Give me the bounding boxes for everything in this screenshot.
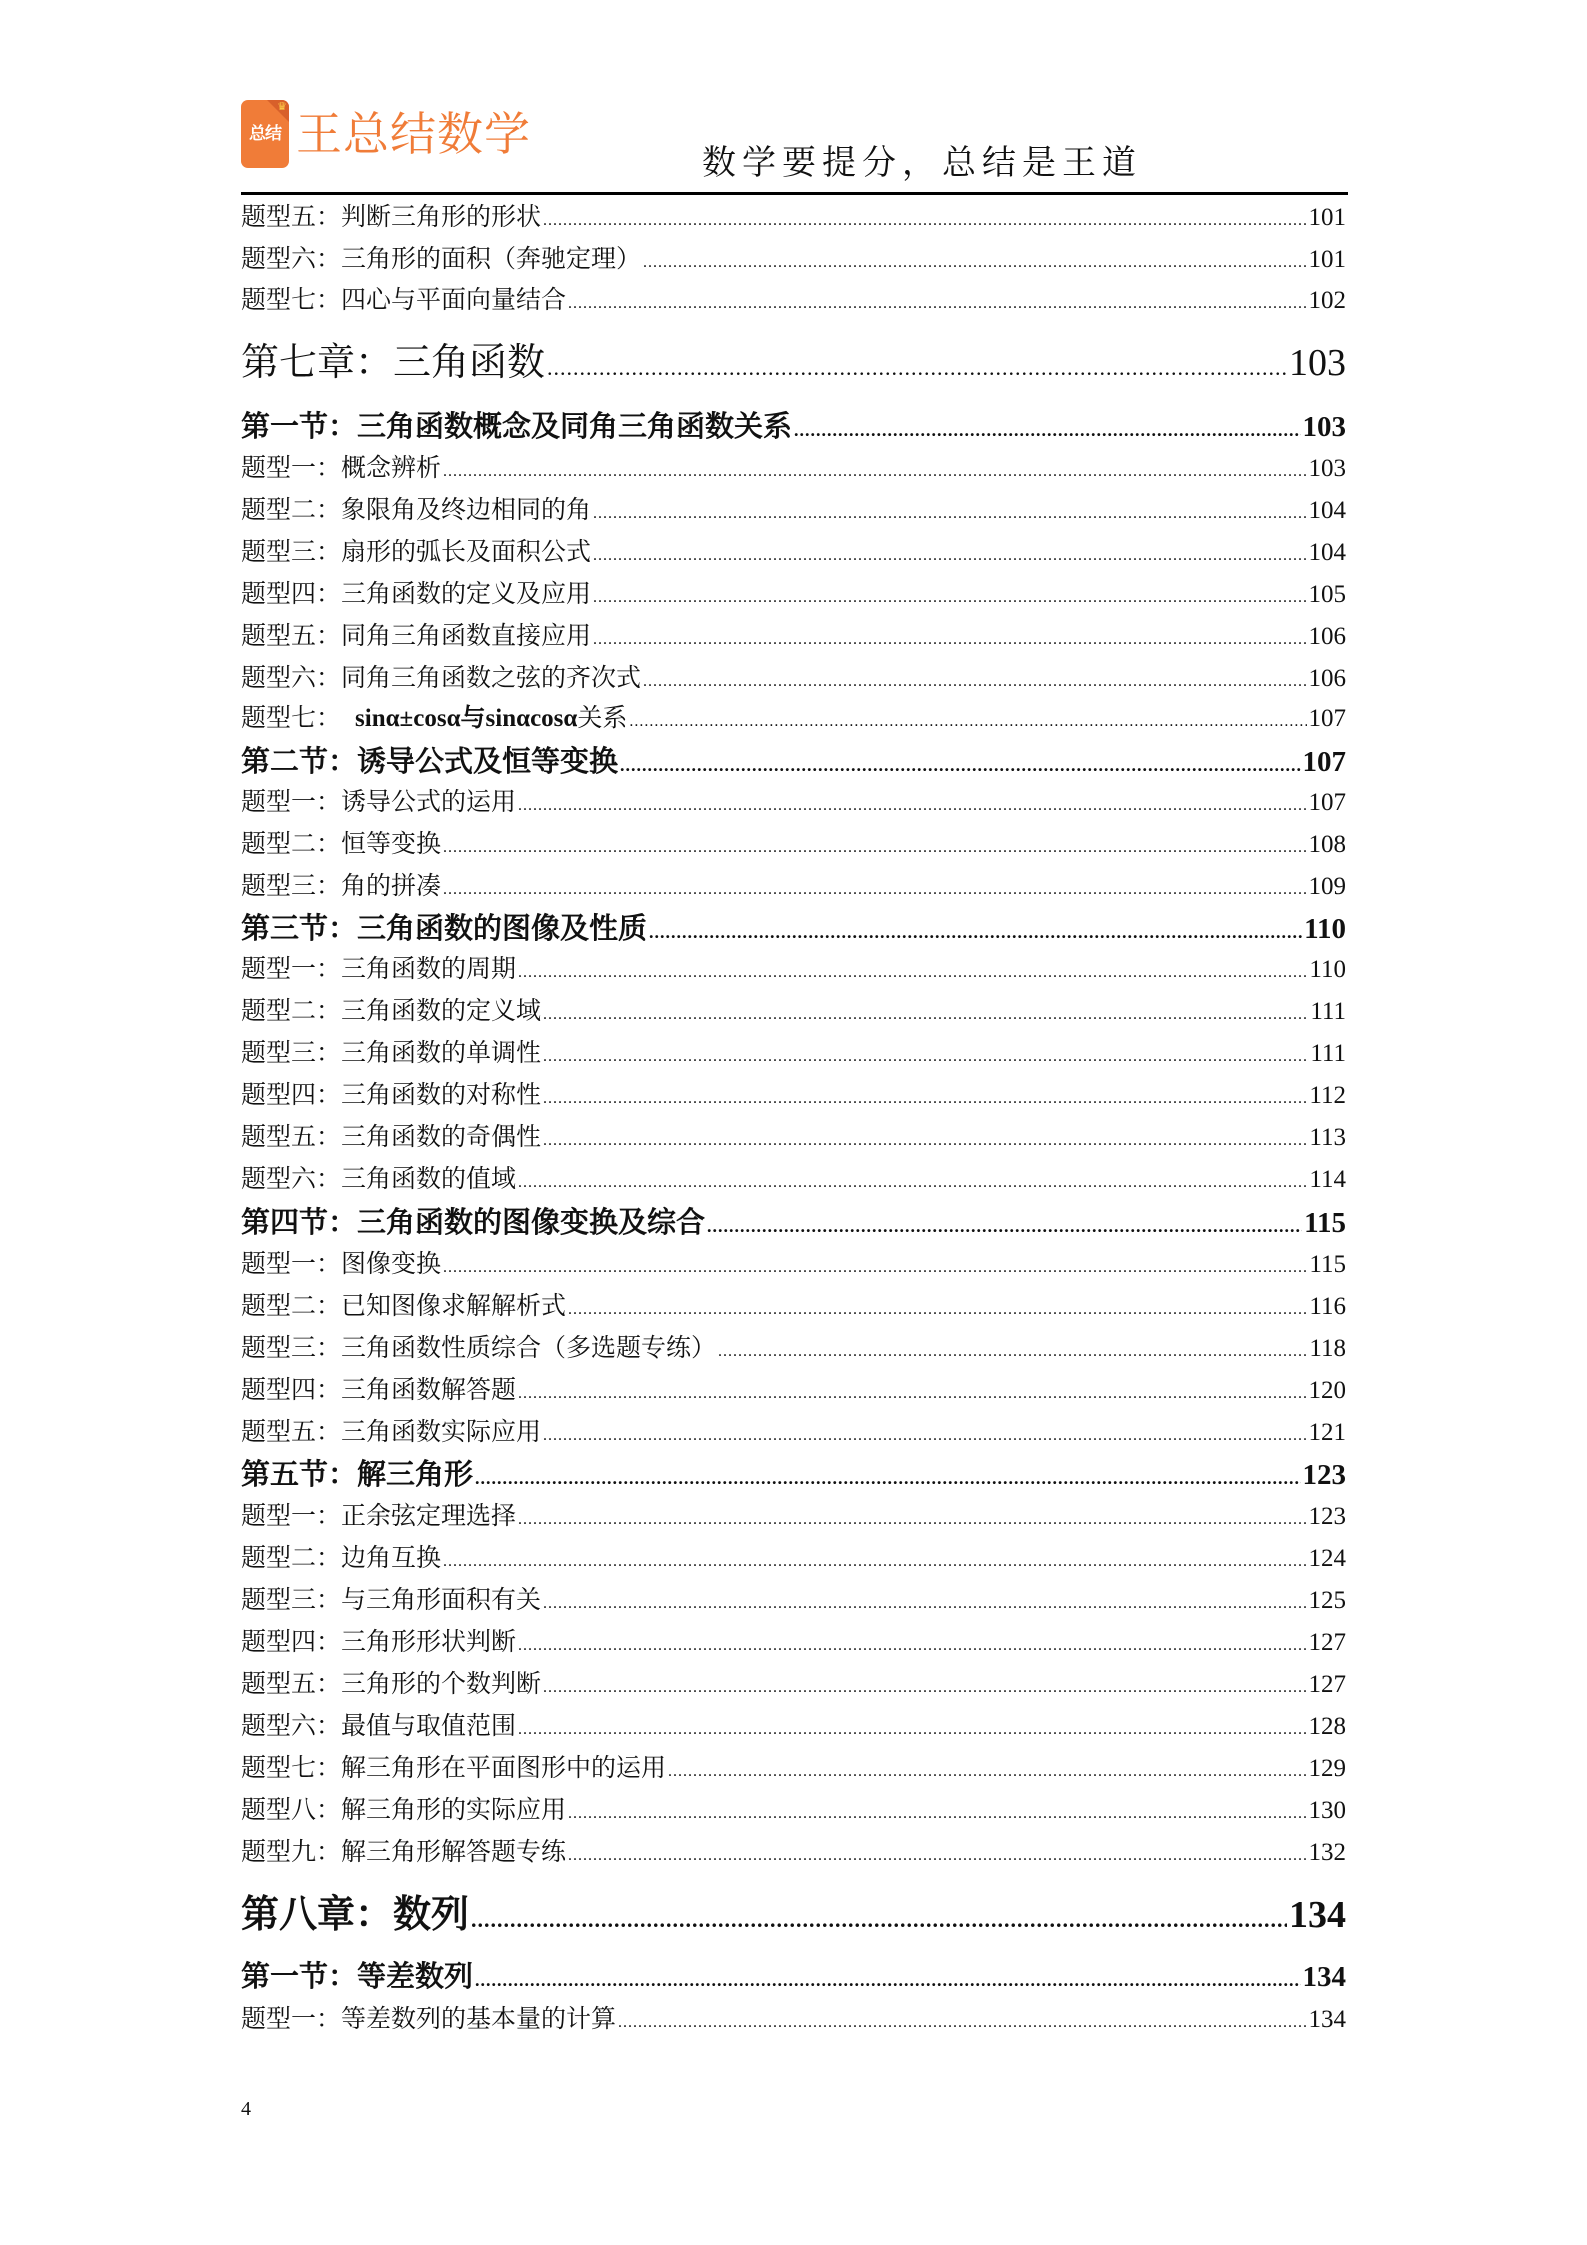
toc-page-number: 129 <box>1308 1755 1346 1782</box>
dot-leader <box>629 705 1306 739</box>
toc-page-number: 109 <box>1308 873 1346 900</box>
toc-section-entry[interactable] <box>241 1203 1346 1243</box>
toc-entry-label: 题型五：同角三角函数直接应用 <box>241 623 592 650</box>
toc-topic-entry[interactable] <box>241 1752 1346 1786</box>
toc-topic-entry[interactable] <box>241 1332 1346 1366</box>
dot-leader <box>475 1960 1300 2000</box>
toc-section-entry[interactable] <box>241 407 1346 447</box>
dot-leader <box>568 1293 1307 1327</box>
logo-badge <box>241 100 289 168</box>
dot-leader <box>718 1335 1307 1369</box>
toc-page-number: 107 <box>1308 705 1346 732</box>
toc-entry-title <box>241 1332 716 1366</box>
toc-entry-title <box>241 201 541 235</box>
dot-leader <box>593 623 1306 657</box>
toc-topic-entry[interactable] <box>241 1836 1346 1870</box>
toc-topic-entry[interactable] <box>241 1290 1346 1324</box>
toc-entry-title <box>241 1079 541 1113</box>
dot-leader <box>518 789 1306 823</box>
dot-leader <box>707 1206 1302 1246</box>
toc-page-number: 132 <box>1308 1839 1346 1866</box>
dot-leader <box>543 1040 1308 1074</box>
toc-section-entry[interactable] <box>241 1455 1346 1495</box>
toc-topic-entry[interactable] <box>241 1542 1346 1576</box>
toc-entry-title <box>241 909 647 949</box>
toc-entry-title <box>241 1455 473 1495</box>
toc-entry-title <box>241 1542 441 1576</box>
toc-page-number: 134 <box>1302 1961 1346 1993</box>
dot-leader <box>475 1458 1300 1498</box>
toc-topic-entry[interactable] <box>241 1416 1346 1450</box>
toc-page-number: 116 <box>1309 1293 1346 1320</box>
toc-topic-entry[interactable] <box>241 1121 1346 1155</box>
toc-page-number: 110 <box>1304 913 1346 945</box>
toc-page-number: 106 <box>1308 623 1346 650</box>
toc-entry-label: 第三节：三角函数的图像及性质 <box>241 913 648 945</box>
dot-leader <box>543 1419 1306 1453</box>
toc-entry-title <box>241 1248 441 1282</box>
toc-topic-entry[interactable] <box>241 702 1346 736</box>
toc-entry-title <box>241 828 441 862</box>
toc-section-entry[interactable] <box>241 742 1346 782</box>
dot-leader <box>643 246 1306 280</box>
toc-topic-entry[interactable] <box>241 452 1346 486</box>
toc-page-number: 124 <box>1308 1545 1346 1572</box>
toc-entry-label: 题型一：正余弦定理选择 <box>241 1503 517 1530</box>
toc-entry-label: 题型一：图像变换 <box>241 1251 442 1278</box>
toc-entry-label: 题型九：解三角形解答题专练 <box>241 1839 567 1866</box>
toc-entry-label: 题型五：三角形的个数判断 <box>241 1671 542 1698</box>
dot-leader <box>518 1503 1306 1537</box>
toc-topic-entry[interactable] <box>241 1163 1346 1197</box>
toc-page-number: 118 <box>1309 1335 1346 1362</box>
toc-entry-title <box>241 1374 516 1408</box>
toc-page-number: 103 <box>1302 411 1346 443</box>
toc-entry-title <box>241 2003 616 2037</box>
toc-page-number: 113 <box>1309 1124 1346 1151</box>
toc-entry-label: 题型五：三角函数的奇偶性 <box>241 1124 542 1151</box>
toc-page-number: 103 <box>1289 342 1346 384</box>
dot-leader <box>543 998 1308 1032</box>
toc-chapter-entry[interactable] <box>241 1890 1346 1940</box>
toc-entry-label: 题型七：解三角形在平面图形中的运用 <box>241 1755 667 1782</box>
brand-name: 王总结数学 <box>296 107 531 161</box>
toc-topic-entry[interactable] <box>241 536 1346 570</box>
toc-entry-title <box>241 1037 541 1071</box>
toc-topic-entry[interactable] <box>241 995 1346 1029</box>
toc-entry-label: 题型四：三角函数的对称性 <box>241 1082 542 1109</box>
toc-entry-title <box>241 742 618 782</box>
toc-topic-entry[interactable] <box>241 828 1346 862</box>
toc-entry-title <box>241 338 545 388</box>
toc-entry-label: 题型七： <box>241 705 342 732</box>
toc-entry-label: 第二节：诱导公式及恒等变换 <box>241 746 619 778</box>
dot-leader <box>543 1587 1306 1621</box>
toc-entry-label: 题型三：角的拼凑 <box>241 873 442 900</box>
toc-page-number: 120 <box>1308 1377 1346 1404</box>
toc-topic-entry[interactable] <box>241 1500 1346 1534</box>
dot-leader <box>649 912 1302 952</box>
toc-topic-entry[interactable] <box>241 620 1346 654</box>
toc-entry-label: 第四节：三角函数的图像变换及综合 <box>241 1207 706 1239</box>
dot-leader <box>518 956 1307 990</box>
toc-entry-label: 题型四：三角形形状判断 <box>241 1629 517 1656</box>
toc-entry-title <box>241 953 516 987</box>
toc-entry-title <box>241 1121 541 1155</box>
dot-leader <box>593 539 1306 573</box>
toc-page-number: 123 <box>1308 1503 1346 1530</box>
toc-page-number: 115 <box>1309 1251 1346 1278</box>
toc-entry-title <box>241 1957 473 1997</box>
toc-page-number: 111 <box>1310 998 1346 1025</box>
dot-leader <box>518 1377 1306 1411</box>
crown-icon: ♛ <box>277 101 287 113</box>
toc-entry-title <box>241 1290 566 1324</box>
toc-entry-title <box>241 1890 469 1940</box>
dot-leader <box>518 1629 1306 1663</box>
toc-topic-entry[interactable] <box>241 201 1346 235</box>
dot-leader <box>643 665 1306 699</box>
toc-topic-entry[interactable] <box>241 1794 1346 1828</box>
toc-page-number: 106 <box>1308 665 1346 692</box>
toc-entry-title <box>241 1752 666 1786</box>
toc-entry-label: 第一节：三角函数概念及同角三角函数关系 <box>241 411 793 443</box>
toc-entry-label: 题型五：三角函数实际应用 <box>241 1419 542 1446</box>
toc-entry-title <box>241 578 591 612</box>
toc-topic-entry[interactable] <box>241 1710 1346 1744</box>
toc-entry-label: 题型八：解三角形的实际应用 <box>241 1797 567 1824</box>
toc-entry-label: 题型二：恒等变换 <box>241 831 442 858</box>
toc-entry-title <box>241 702 627 736</box>
toc-entry-title <box>241 786 516 820</box>
toc-entry-title <box>241 870 441 904</box>
toc-page-number: 108 <box>1308 831 1346 858</box>
toc-page-number: 114 <box>1309 1166 1346 1193</box>
toc-page-number: 130 <box>1308 1797 1346 1824</box>
toc-page-number: 103 <box>1308 455 1346 482</box>
dot-leader <box>443 1545 1306 1579</box>
toc-page-number: 104 <box>1308 539 1346 566</box>
toc-entry-title <box>241 1626 516 1660</box>
toc-entry-title <box>241 284 566 318</box>
toc-topic-entry[interactable] <box>241 494 1346 528</box>
toc-page-number: 123 <box>1302 1459 1346 1491</box>
toc-entry-label: 第五节：解三角形 <box>241 1459 474 1491</box>
toc-page-number: 127 <box>1308 1629 1346 1656</box>
toc-topic-entry[interactable] <box>241 1668 1346 1702</box>
toc-entry-title <box>241 1836 566 1870</box>
dot-leader <box>568 1839 1306 1873</box>
toc-entry-label: 题型二：已知图像求解解析式 <box>241 1293 567 1320</box>
toc-page-number: 101 <box>1308 204 1346 231</box>
dot-leader <box>620 745 1300 785</box>
toc-topic-entry[interactable] <box>241 953 1346 987</box>
toc-topic-entry[interactable] <box>241 662 1346 696</box>
dot-leader <box>568 1797 1306 1831</box>
toc-entry-suffix: 关系 <box>577 705 628 732</box>
toc-entry-label: 第一节：等差数列 <box>241 1961 474 1993</box>
toc-page-number: 107 <box>1302 746 1346 778</box>
dot-leader <box>443 1251 1307 1285</box>
toc-entry-title <box>241 1163 516 1197</box>
toc-entry-label: 题型一：等差数列的基本量的计算 <box>241 2006 617 2033</box>
toc-page-number: 105 <box>1308 581 1346 608</box>
toc-entry-title <box>241 995 541 1029</box>
toc-entry-label: 题型七：四心与平面向量结合 <box>241 287 567 314</box>
toc-entry-title <box>241 1710 516 1744</box>
toc-page-number: 115 <box>1304 1207 1346 1239</box>
toc-entry-label: 题型六：三角函数的值域 <box>241 1166 517 1193</box>
toc-entry-title <box>241 1416 541 1450</box>
toc-entry-title <box>241 1500 516 1534</box>
toc-page-number: 125 <box>1308 1587 1346 1614</box>
dot-leader <box>543 1671 1306 1705</box>
dot-leader <box>593 497 1306 531</box>
toc-entry-title <box>241 1794 566 1828</box>
toc-entry-formula: sinα±cosα与sinαcosα <box>355 705 578 732</box>
toc-entry-title <box>241 407 792 447</box>
toc-page-number: 112 <box>1309 1082 1346 1109</box>
dot-leader <box>518 1166 1307 1200</box>
toc-page-number: 128 <box>1308 1713 1346 1740</box>
toc-page-number: 121 <box>1308 1419 1346 1446</box>
toc-entry-label: 第七章：三角函数 <box>241 342 546 384</box>
toc-entry-label: 题型六：同角三角函数之弦的齐次式 <box>241 665 642 692</box>
toc-entry-label: 题型六：三角形的面积（奔驰定理） <box>241 246 642 273</box>
page-number: 4 <box>241 2098 251 2120</box>
toc-page-number: 110 <box>1309 956 1346 983</box>
toc-topic-entry[interactable] <box>241 1037 1346 1071</box>
toc-entry-title <box>241 536 591 570</box>
toc-topic-entry[interactable] <box>241 578 1346 612</box>
toc-topic-entry[interactable] <box>241 1584 1346 1618</box>
toc-entry-label: 题型五：判断三角形的形状 <box>241 204 542 231</box>
toc-chapter-entry[interactable] <box>241 338 1346 388</box>
dot-leader <box>593 581 1306 615</box>
toc-entry-label: 题型三：与三角形面积有关 <box>241 1587 542 1614</box>
toc-entry-label: 第八章：数列 <box>241 1894 470 1936</box>
dot-leader <box>443 873 1306 907</box>
toc-entry-label: 题型三：扇形的弧长及面积公式 <box>241 539 592 566</box>
dot-leader <box>543 1082 1307 1116</box>
toc-entry-label: 题型六：最值与取值范围 <box>241 1713 517 1740</box>
dot-leader <box>543 1124 1307 1158</box>
logo-mark-text: 总结 <box>249 124 281 144</box>
toc-entry-title <box>241 452 441 486</box>
toc-entry-title <box>241 1203 705 1243</box>
toc-entry-label: 题型一：诱导公式的运用 <box>241 789 517 816</box>
dot-leader <box>547 343 1287 393</box>
toc-topic-entry[interactable] <box>241 243 1346 277</box>
toc-topic-entry[interactable] <box>241 870 1346 904</box>
toc-entry-title <box>241 243 641 277</box>
header-divider <box>241 192 1348 195</box>
dot-leader <box>471 1895 1287 1945</box>
dot-leader <box>618 2006 1306 2040</box>
dot-leader <box>443 455 1306 489</box>
toc-entry-title <box>241 662 641 696</box>
dot-leader <box>568 287 1306 321</box>
toc-entry-label: 题型三：三角函数的单调性 <box>241 1040 542 1067</box>
toc-page-number: 102 <box>1308 287 1346 314</box>
toc-entry-label: 题型二：三角函数的定义域 <box>241 998 542 1025</box>
toc-entry-label: 题型三：三角函数性质综合（多选题专练） <box>241 1335 717 1362</box>
toc-topic-entry[interactable] <box>241 1079 1346 1113</box>
toc-topic-entry[interactable] <box>241 1248 1346 1282</box>
dot-leader <box>794 410 1300 450</box>
toc-entry-label: 题型四：三角函数的定义及应用 <box>241 581 592 608</box>
toc-page-number: 127 <box>1308 1671 1346 1698</box>
toc-page-number: 134 <box>1308 2006 1346 2033</box>
dot-leader <box>668 1755 1306 1789</box>
toc-page-number: 111 <box>1310 1040 1346 1067</box>
toc-entry-title <box>241 1668 541 1702</box>
dot-leader <box>443 831 1306 865</box>
toc-topic-entry[interactable] <box>241 1374 1346 1408</box>
dot-leader <box>543 204 1306 238</box>
toc-page-number: 134 <box>1289 1894 1346 1936</box>
toc-page-number: 101 <box>1308 246 1346 273</box>
toc-entry-label: 题型一：概念辨析 <box>241 455 442 482</box>
toc-page-number: 107 <box>1308 789 1346 816</box>
toc-section-entry[interactable] <box>241 1957 1346 1997</box>
toc-entry-label: 题型二：象限角及终边相同的角 <box>241 497 592 524</box>
toc-entry-title <box>241 620 591 654</box>
toc-entry-label: 题型一：三角函数的周期 <box>241 956 517 983</box>
toc-entry-title <box>241 1584 541 1618</box>
dot-leader <box>518 1713 1306 1747</box>
toc-topic-entry[interactable] <box>241 2003 1346 2037</box>
toc-topic-entry[interactable] <box>241 284 1346 318</box>
toc-topic-entry[interactable] <box>241 1626 1346 1660</box>
header-slogan: 数学要提分，总结是王道 <box>702 143 1142 183</box>
toc-page-number: 104 <box>1308 497 1346 524</box>
toc-entry-label: 题型四：三角函数解答题 <box>241 1377 517 1404</box>
toc-section-entry[interactable] <box>241 909 1346 949</box>
toc-entry-label: 题型二：边角互换 <box>241 1545 442 1572</box>
toc-entry-title <box>241 494 591 528</box>
toc-topic-entry[interactable] <box>241 786 1346 820</box>
